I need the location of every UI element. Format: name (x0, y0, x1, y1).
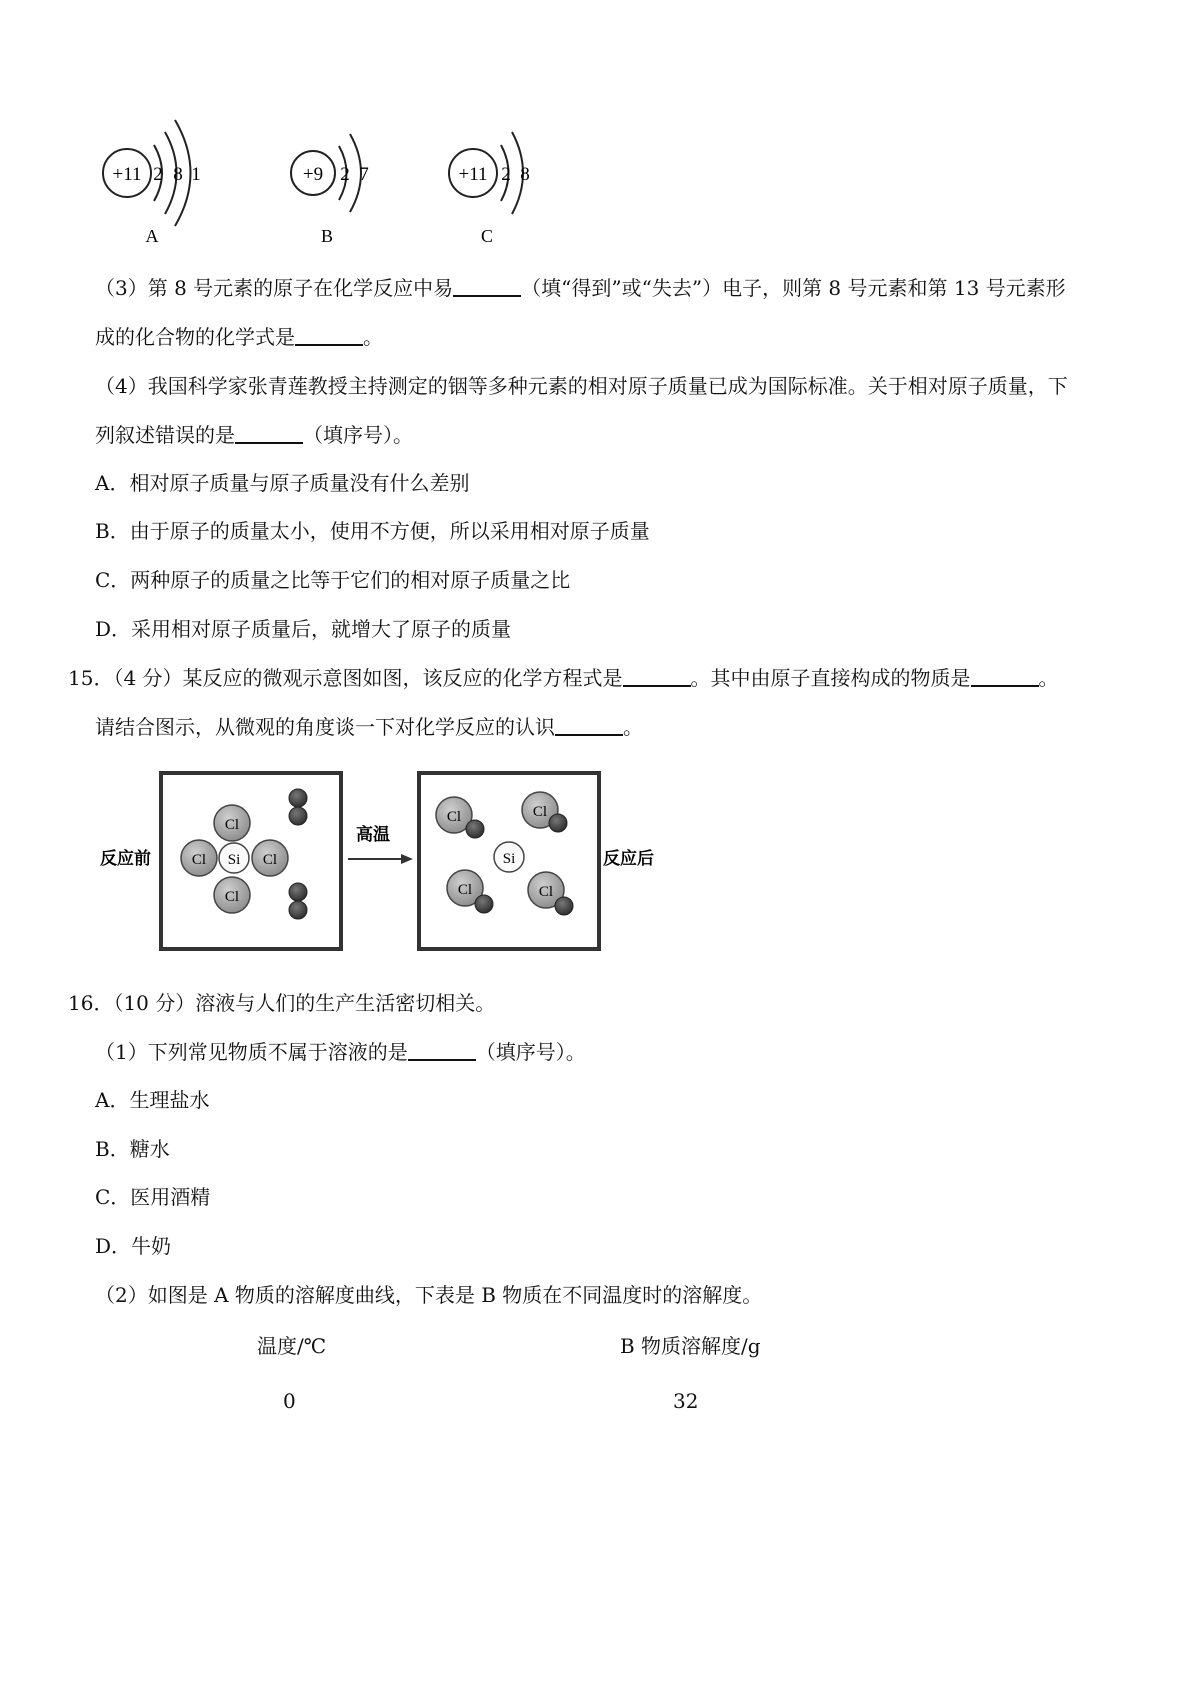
q15-text-end: 。 (1038, 666, 1059, 690)
reaction-condition: 高温 (356, 825, 390, 844)
q16-option-a: A．生理盐水 (95, 1088, 210, 1112)
q16-title: 16．（10 分）溶液与人们的生产生活密切相关。 (68, 991, 496, 1015)
h-atom (289, 901, 307, 919)
q14-part3-line1 (95, 276, 1066, 300)
table-cell-solubility: 32 (673, 1389, 699, 1413)
atom-c-nucleus: +11 (458, 164, 488, 185)
cl-label: Cl (224, 817, 240, 833)
atom-a-shell-1: 2 (153, 164, 163, 185)
q14-part4-text-b: 列叙述错误的是 (95, 423, 235, 447)
q14-option-a: A．相对原子质量与原子质量没有什么差别 (95, 471, 470, 495)
q16-part1-text-b: （填序号）。 (475, 1040, 586, 1064)
h-atom (466, 820, 484, 838)
cl-label: Cl (446, 809, 462, 825)
q14-part3-end: 。 (363, 325, 383, 349)
q14-option-b: B．由于原子的质量太小，使用不方便，所以采用相对原子质量 (95, 519, 650, 543)
q16-option-d: D．牛奶 (95, 1234, 172, 1258)
q15-text-end2: 。 (623, 715, 643, 739)
q16-part1-text-a: （1）下列常见物质不属于溶液的是 (95, 1040, 408, 1064)
q16-option-c: C．医用酒精 (95, 1185, 211, 1209)
atom-c-shell-1: 2 (501, 164, 511, 185)
answer-blank[interactable] (453, 277, 521, 297)
atom-a-label: A (145, 226, 159, 246)
q14-part3-text-a: （3）第 8 号元素的原子在化学反应中易 (95, 276, 454, 300)
atom-structure-diagrams (90, 110, 570, 255)
atom-b-shell-1: 2 (340, 164, 350, 185)
cl-label: Cl (538, 884, 554, 900)
q15-line1 (68, 666, 1059, 690)
cl-label: Cl (191, 852, 207, 868)
h-atom (289, 883, 307, 901)
q15-text-a: 15．（4 分）某反应的微观示意图如图，该反应的化学方程式是 (68, 666, 623, 690)
q15-text-c: 请结合图示，从微观的角度谈一下对化学反应的认识 (95, 715, 555, 739)
h-atom (549, 814, 567, 832)
atom-b-nucleus: +9 (302, 164, 324, 185)
q16-part1 (95, 1040, 586, 1064)
q14-option-c: C．两种原子的质量之比等于它们的相对原子质量之比 (95, 568, 571, 592)
arrow-head-icon (401, 854, 413, 864)
after-label: 反应后 (603, 849, 654, 868)
answer-blank[interactable] (971, 667, 1039, 687)
answer-blank[interactable] (295, 326, 363, 346)
q14-option-d: D．采用相对原子质量后，就增大了原子的质量 (95, 617, 512, 641)
atom-a-shell-3: 1 (191, 164, 201, 185)
h-atom (289, 789, 307, 807)
q14-part3-text-c: 成的化合物的化学式是 (95, 325, 295, 349)
atom-a-nucleus: +11 (112, 164, 142, 185)
atom-c-label: C (480, 226, 494, 246)
answer-blank[interactable] (623, 667, 691, 687)
si-label: Si (227, 852, 241, 868)
q14-part4-line1: （4）我国科学家张青莲教授主持测定的铟等多种元素的相对原子质量已成为国际标准。关于相对原子质量，下 (95, 374, 1068, 398)
answer-blank[interactable] (235, 424, 303, 444)
atom-b-shell-2: 7 (359, 164, 369, 185)
q14-part4-line2 (95, 423, 413, 447)
answer-blank[interactable] (555, 716, 623, 736)
cl-label: Cl (262, 852, 278, 868)
h-atom (555, 897, 573, 915)
q14-part3-line2 (95, 325, 383, 349)
table-cell-temperature: 0 (283, 1389, 296, 1413)
cl-label: Cl (457, 882, 473, 898)
si-label: Si (502, 851, 516, 867)
atom-c-shell-2: 8 (520, 164, 530, 185)
reaction-micro-diagram (95, 765, 665, 955)
h-atom (289, 807, 307, 825)
atom-b-label: B (320, 226, 334, 246)
q16-option-b: B．糖水 (95, 1137, 170, 1161)
q14-part4-text-c: （填序号）。 (303, 423, 413, 447)
q15-text-b: 。其中由原子直接构成的物质是 (690, 666, 971, 690)
atom-a-shell-2: 8 (173, 164, 183, 185)
table-header-temperature: 温度/℃ (257, 1334, 327, 1358)
cl-label: Cl (224, 889, 240, 905)
cl-label: Cl (532, 804, 548, 820)
q14-part3-text-b: （填“得到”或“失去”）电子，则第 8 号元素和第 13 号元素形 (521, 276, 1066, 300)
q16-part2: （2）如图是 A 物质的溶解度曲线，下表是 B 物质在不同温度时的溶解度。 (95, 1283, 763, 1307)
h-atom (475, 895, 493, 913)
table-header-solubility: B 物质溶解度/g (620, 1334, 761, 1358)
q15-line2 (95, 715, 643, 739)
before-label: 反应前 (100, 849, 151, 868)
answer-blank[interactable] (408, 1041, 476, 1061)
